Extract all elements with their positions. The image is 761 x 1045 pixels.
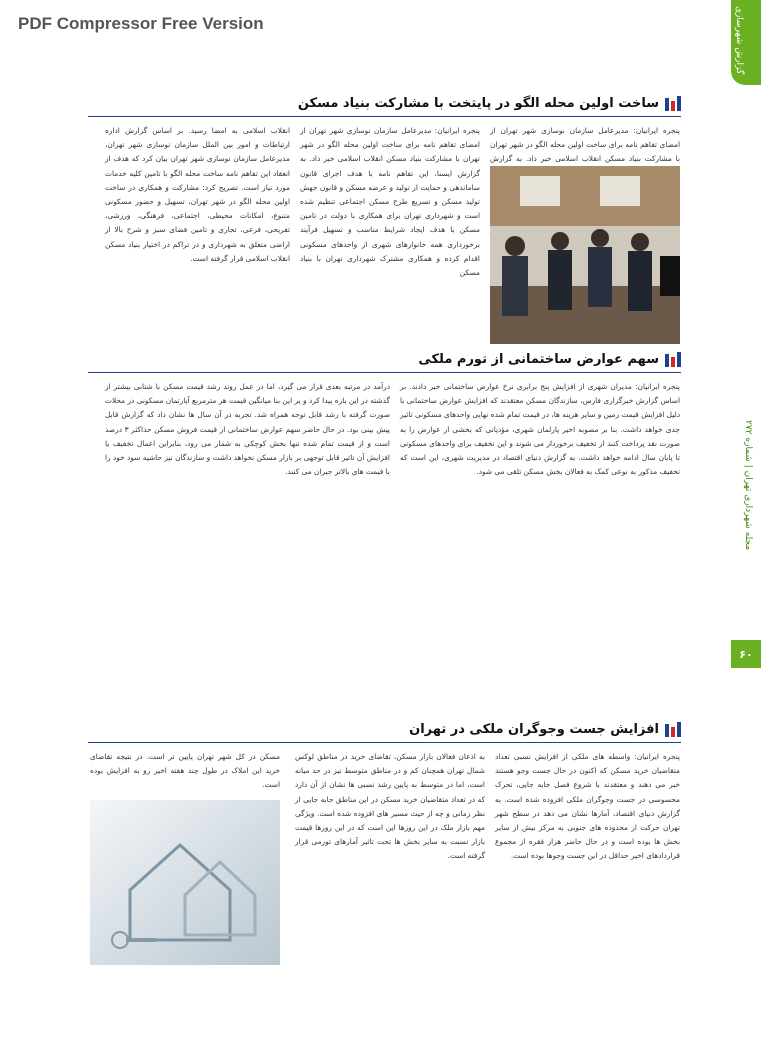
- title-bars-icon: [665, 722, 681, 737]
- article2-col-left: درآمد در مرتبه بعدی قرار می گیرد، اما در عمل روند رشد قیمت مسکن با شتابی بیشتر از گذشته در این بازه پیدا کرد و بر این بنا میانگین قیمت هر مترمربع آپارتمان مسکونی در محلات صورت گرفته با رشد قابل توجه همراه شد. تجربه در آن سال ها نشان داد که گزارش قابل پیش بینی بود. در حال حاضر سهم عوارض ساختمانی از قیمت فروش مسکن حداکثر ۳ درصد است و از قیمت تمام شده تنها بخش کوچکی به شمار می رود، بنابراین اعمال تخفیف یا افزایش آن تاثیر قابل توجهی بر بازار مسکن نخواهد داشت و سازندگان نیز حاشیه سود خود را با قیمت های بالاتر جبران می کنند.: [105, 382, 390, 477]
- title-bars-icon: [665, 96, 681, 111]
- article1-headline: [298, 96, 681, 111]
- article1-col-mid: پنجره ایرانیان: مدیرعامل سازمان نوسازی شهر تهران از امضای تفاهم نامه برای ساخت اولین محله الگو در شهر تهران با مشارکت بنیاد مسکن انقلاب اسلامی خبر داد. به گزارش ایسنا، این تفاهم نامه با هدف اجرای قانون ساماندهی و حمایت از تولید و عرضه مسکن و قانون جهش تولید مسکن و تسریع طرح مسکن اجتماعی تنظیم شده است و شهرداری تهران برای همکاری با دولت در تامین مسکن با هدف ایجاد شرایط مناسب و تسهیل فرآیند برخورداری همه خانوارهای شهری از واحدهای مسکونی اقدام کرده و همکاری مشترک شهرداری تهران با بنیاد مسکن: [300, 126, 480, 278]
- section-tab-label: گزارش شهرسازی: [734, 6, 744, 75]
- article1-rule: [88, 116, 681, 117]
- article3-rule: [88, 742, 681, 743]
- article2-rule: [88, 372, 681, 373]
- house-keys-photo: [90, 800, 280, 965]
- article1-col-left: انقلاب اسلامی به امضا رسید. بر اساس گزارش اداره ارتباطات و امور بین الملل سازمان نوسازی شهر تهران، مدیرعامل سازمان نوسازی شهر تهران بیان کرد که هدف از انعقاد این تفاهم نامه ساخت محله الگو با تامین کلیه خدمات مورد نیاز است. تصریح کرد: مشارکت و همکاری در ساخت اولین محله الگو در شهر تهران، تسهیل و حضور مسکونی متنوع، امکانات محیطی، اجتماعی، فرهنگی، ورزشی، تفریحی، فرعی، تجاری و تامین فضای سبز و شرح بالا از اراضی متعلق به شهرداری و در تراکم در اختیار بنیاد مسکن انقلاب اسلامی قرار گرفته است.: [105, 126, 290, 263]
- title-bars-icon: [665, 352, 681, 367]
- article2-col-right: پنجره ایرانیان: مدیران شهری از افزایش پنج برابری نرخ عوارض ساختمانی خبر دادند. بر اساس گزارش خبرگزاری فارس، سازندگان مسکن معتقدند که افزایش عوارض ساختمانی با دلیل افزایش قیمت زمین و سایر هزینه ها، در قیمت تمام شده نهایی واحدهای مسکونی تاثیر جدی خواهد داشت. بنا بر مصوبه اخیر پارلمان شهری، مؤدیانی که بخشی از عوارض را به صورت نقد پرداخت کنند از تخفیف برخوردار می شوند و این تخفیف برای واحدهای مسکونی تا پایان سال ادامه خواهد داشت. به گزارش دنیای اقتصاد در مدیریت شهری، این است که تخفیف مذکور به نوعی کمک به فعالان بخش مسکن تلقی می شود.: [400, 382, 680, 477]
- article1-col-right-top: پنجره ایرانیان: مدیرعامل سازمان نوسازی شهر تهران از امضای تفاهم نامه برای ساخت اولین محله الگو در شهر تهران با مشارکت بنیاد مسکن انقلاب اسلامی خبر داد. به گزارش: [490, 126, 680, 164]
- article3-col-mid: به اذعان فعالان بازار مسکن، تقاضای خرید در مناطق لوکس شمال تهران همچنان کم و در مناطق متوسط نیز در حد میانه است، اما در متوسط به پایین رشد نسبی ها نشان از آن دارد که در تعداد متقاضیان خرید مسکن در این مناطق جابه جایی از نظر زمانی و چه از حیث مسیر های افزوده شده است. ویژگی مهم بازار ملک در این روزها این است که در این روزها قیمت بازار نسبت به سایر بخش ها تحت تاثیر آمارهای تورمی قرار گرفته است.: [295, 752, 485, 861]
- section-tab: [731, 0, 761, 85]
- page-number: ۶۰: [731, 640, 761, 668]
- article2-headline: [418, 352, 681, 367]
- meeting-photo: [490, 166, 680, 344]
- article1-title: ساخت اولین محله الگو در پایتخت با مشارکت بنیاد مسکن: [297, 96, 659, 111]
- article3-headline: [409, 722, 681, 737]
- article3-col-right: پنجره ایرانیان: واسطه های ملکی از افزایش نسبی تعداد متقاضیان خرید مسکن که اکنون در حال جست وجو هستند خبر می دهند و معتقدند با شروع فصل جابه جایی، تحرک محسوسی در جست وجوگران ملکی افزوده شده است. به گزارش دنیای اقتصاد، آمارها نشان می دهد در سطح شهر تهران حرکت از محدوده های جنوبی به مرکز بیش از سایر بخش ها بوده است و در حال حاضر هزار فقره از مجموع قراردادهای اخیر حداقل در این جست وجوها بوده است.: [495, 752, 680, 861]
- article3-col-left: مسکن در کل شهر تهران پایین تر است. در نتیجه تقاضای خرید این املاک در طول چند هفته اخیر رو به افزایش بوده است.: [90, 752, 280, 790]
- magazine-strip: مجله شهرداری تهران | شماره ۲۷۲: [743, 420, 753, 551]
- article3-title: افزایش جست وجوگران ملکی در تهران: [409, 722, 659, 737]
- watermark-text: PDF Compressor Free Version: [18, 14, 264, 33]
- article2-title: سهم عوارض ساختمانی از تورم ملکی: [418, 352, 659, 367]
